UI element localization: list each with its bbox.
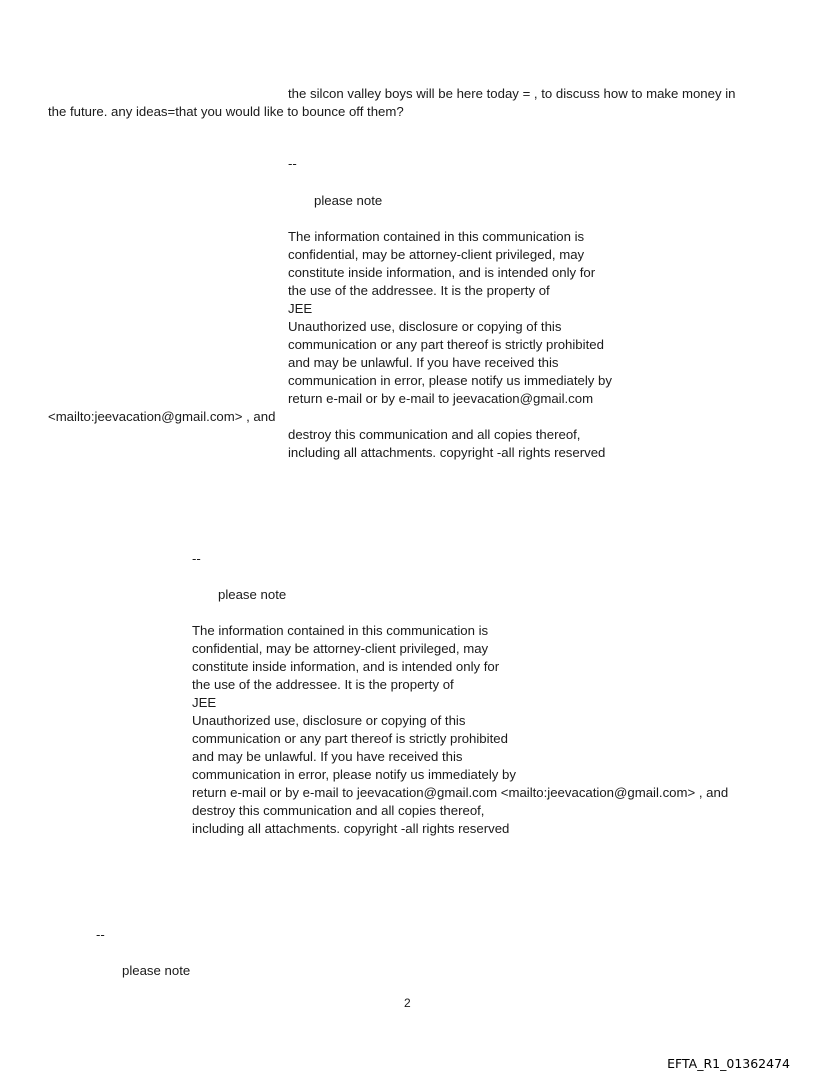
notice-1-tail	[288, 426, 605, 462]
notice-1-line: constitute inside information, and is intended only for	[288, 265, 596, 280]
notice-1-heading: please note	[314, 193, 383, 208]
notice-2-line: return e-mail or by e-mail to jeevacation@gmail.com <mailto:jeevacation@gmail.com> , and	[192, 785, 729, 800]
notice-1-line: return e-mail or by e-mail to jeevacation@gmail.com	[288, 391, 594, 406]
notice-1-tail-line: destroy this communication and all copies thereof,	[288, 427, 581, 442]
page-number: 2	[404, 996, 411, 1010]
intro-line-1: the silcon valley boys will be here today = , to discuss how to make money in	[288, 86, 736, 101]
notice-3-separator: --	[96, 927, 105, 942]
notice-1-line: and may be unlawful. If you have received this	[288, 355, 559, 370]
notice-2-line: confidential, may be attorney-client privileged, may	[192, 641, 489, 656]
notice-1-body	[288, 228, 612, 408]
notice-1-line: The information contained in this communication is	[288, 229, 585, 244]
intro-line-2: the future. any ideas=that you would like to bounce off them?	[48, 104, 404, 119]
notice-2-separator: --	[192, 551, 201, 566]
notice-2-line: communication or any part thereof is strictly prohibited	[192, 731, 508, 746]
document-id: EFTA_R1_01362474	[667, 1056, 790, 1071]
notice-1-line: communication in error, please notify us immediately by	[288, 373, 612, 388]
notice-2-line: Unauthorized use, disclosure or copying of this	[192, 713, 466, 728]
notice-2-line: destroy this communication and all copies thereof,	[192, 803, 485, 818]
notice-1-line: confidential, may be attorney-client privileged, may	[288, 247, 585, 262]
notice-1-line: communication or any part thereof is strictly prohibited	[288, 337, 604, 352]
notice-2-body	[192, 622, 728, 838]
notice-2-line: JEE	[192, 695, 217, 710]
notice-2-line: The information contained in this communication is	[192, 623, 489, 638]
notice-1-line: Unauthorized use, disclosure or copying of this	[288, 319, 562, 334]
notice-1-line: the use of the addressee. It is the property of	[288, 283, 550, 298]
notice-1-mailto-line: <mailto:jeevacation@gmail.com> , and	[48, 409, 276, 424]
notice-2-line: the use of the addressee. It is the property of	[192, 677, 454, 692]
notice-2-line: and may be unlawful. If you have received this	[192, 749, 463, 764]
notice-3-heading: please note	[122, 963, 191, 978]
notice-2-heading: please note	[218, 587, 287, 602]
notice-2-line: including all attachments. copyright -all rights reserved	[192, 821, 510, 836]
notice-1-line: JEE	[288, 301, 313, 316]
notice-2-line: constitute inside information, and is intended only for	[192, 659, 500, 674]
notice-1-tail-line: including all attachments. copyright -all rights reserved	[288, 445, 606, 460]
notice-2-line: communication in error, please notify us immediately by	[192, 767, 516, 782]
notice-1-separator: --	[288, 156, 297, 171]
